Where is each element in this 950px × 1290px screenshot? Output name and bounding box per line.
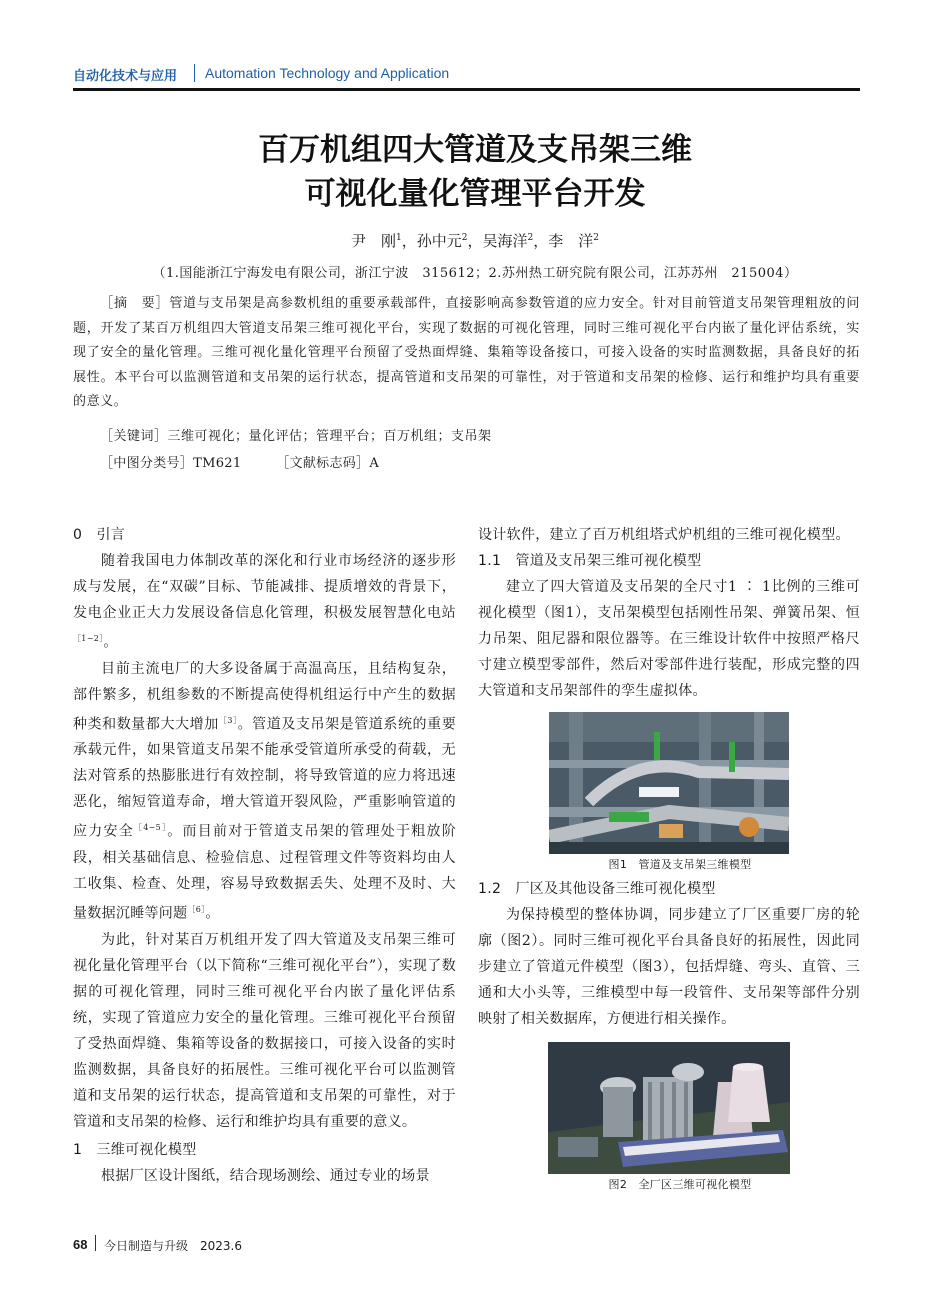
author-sep: ， — [533, 232, 549, 250]
section-heading-1-1: 1.1 管道及支吊架三维可视化模型 — [478, 553, 702, 569]
abstract-label: ［摘 要］ — [100, 296, 170, 311]
doc-code-label: ［文献标志码］ — [276, 456, 370, 471]
clc-label: ［中图分类号］ — [100, 456, 194, 471]
journal-issue: 今日制造与升级 2023.6 — [104, 1239, 242, 1253]
page-number: 68 — [73, 1237, 88, 1252]
author-4: 李 洋 — [548, 232, 594, 250]
author-2-affil: 2 — [461, 233, 468, 243]
paragraph-1-1: 建立了四大管道及支吊架的全尺寸1 ∶ 1比例的三维可视化模型（图1），支吊架模型包括刚性吊架、弹簧吊架、恒力吊架、阻尼器和限位器等。在三维设计软件中按照严格尺寸建立模型零部件，然后对零部件进行装配，形成完整的四大管道和支吊架部件的孪生虚拟体。 — [478, 579, 860, 699]
header-rule — [73, 88, 860, 91]
paragraph-section-1: 根据厂区设计图纸，结合现场测绘、通过专业的场景 — [101, 1167, 430, 1184]
classification — [100, 452, 379, 471]
paper-title-line2: 可视化量化管理平台开发 — [304, 176, 646, 212]
right-column — [478, 522, 860, 1196]
paragraph-continued: 设计软件，建立了百万机组塔式炉机组的三维可视化模型。 — [478, 527, 850, 543]
citation: ［3］ — [218, 715, 238, 725]
paragraph-intro-3: 为此，针对某百万机组开发了四大管道及支吊架三维可视化量化管理平台（以下简称“三维可视化平台”），实现了数据的可视化管理，同时三维可视化平台内嵌了量化评估系统，实现了管道应力安全的量化管理。三维可视化平台预留了受热面焊缝、集箱等设备的数据接口，可接入设备的实时监测数据，具备良好的拓展性。三维可视化平台可以监测管道和支吊架的运行状态，提高管道和支吊架的可靠性，对于管道和支吊架的检修、运行和维护均具有重要的意义。 — [73, 931, 456, 1130]
author-2: 孙中元 — [416, 232, 462, 250]
citation: ［4−5］ — [134, 823, 168, 833]
citation: ［1−2］ — [73, 634, 104, 643]
author-1: 尹 刚 — [350, 232, 396, 250]
abstract — [73, 292, 860, 415]
abstract-text: 管道与支吊架是高参数机组的重要承载部件，直接影响高参数管道的应力安全。针对目前管道支吊架管理粗放的问题，开发了某百万机组四大管道支吊架三维可视化平台，实现了数据的可视化管理，同时三维可视化平台内嵌了量化评估系统，实现了安全的量化管理。三维可视化量化管理平台预留了受热面焊缝、集箱等设备接口，可接入设备的实时监测数据，具备良好的拓展性。本平台可以监测管道和支吊架的运行状态，提高管道和支吊架的可靠性，对于管道和支吊架的检修、运行和维护均具有重要的意义。 — [73, 296, 860, 409]
author-sep: ， — [467, 232, 483, 250]
figure-2-plant-model — [548, 1042, 790, 1174]
keywords-label: ［关键词］ — [100, 429, 168, 444]
author-list — [0, 230, 950, 251]
affiliations: （1.国能浙江宁海发电有限公司，浙江宁波 315612；2.苏州热工研究院有限公司，江苏苏州 215004） — [152, 266, 798, 281]
doc-code-value: A — [369, 456, 380, 471]
author-3: 吴海洋 — [482, 232, 528, 250]
section-title-cn: 自动化技术与应用 — [73, 69, 178, 84]
paragraph-intro-1: 随着我国电力体制改革的深化和行业市场经济的逐步形成与发展，在“双碳”目标、节能减排、提质增效的背景下，发电企业正大力发展设备信息化管理，积极发展智慧化电站$^{[1-2]}$。 — [73, 553, 456, 651]
paper-title-line1: 百万机组四大管道及支吊架三维 — [258, 132, 692, 168]
section-heading-intro: 0 引言 — [73, 527, 126, 543]
author-4-affil: 2 — [593, 233, 600, 243]
left-column — [73, 522, 456, 1189]
author-1-affil: 1 — [395, 233, 402, 243]
section-heading-1: 1 三维可视化模型 — [73, 1141, 197, 1158]
keywords — [100, 425, 492, 444]
figure-1-caption: 图1 管道及支吊架三维模型 — [608, 858, 752, 871]
header-divider — [194, 64, 195, 82]
section-title-en: Automation Technology and Application — [205, 65, 450, 81]
clc-value: TM621 — [193, 456, 242, 471]
figure-2-caption: 图2 全厂区三维可视化模型 — [608, 1178, 752, 1191]
author-sep: ， — [401, 232, 417, 250]
section-heading-1-2: 1.2 厂区及其他设备三维可视化模型 — [478, 881, 716, 897]
paragraph-1-2: 为保持模型的整体协调，同步建立了厂区重要厂房的轮廓（图2）。同时三维可视化平台具备良好的拓展性，因此同步建立了管道元件模型（图3），包括焊缝、弯头、直管、三通和大小头等，三维模型中每一段管件、支吊架等部件分别映射了相关数据库，方便进行相关操作。 — [478, 907, 860, 1027]
pipe-model-illustration — [549, 712, 789, 854]
citation: ［6］ — [187, 904, 206, 914]
footer-divider — [95, 1235, 96, 1251]
author-3-affil: 2 — [527, 233, 534, 243]
plant-model-illustration — [548, 1042, 790, 1174]
figure-1-pipe-model — [549, 712, 789, 854]
paragraph-intro-2: 目前主流电厂的大多设备属于高温高压，且结构复杂，部件繁多，机组参数的不断提高使得机组运行中产生的数据种类和数量都大大增加$^{[3]}$。管道及支吊架是管道系统的重要承载元件，如果管道支吊架不能承受管道所承受的荷载，无法对管系的热膨胀进行有效控制，将导致管道的应力将迅速恶化，缩短管道寿命，增大管道开裂风险，严重影响管道的应力安全$^{[4-5]}$。而目前对于管道支吊架的管理处于粗放阶段，相关基础信息、检验信息、过程管理文件等资料均由人工收集、检查、处理，容易导致数据丢失、处理不及时、大量数据沉睡等问题$^{[6]}$。 — [73, 660, 456, 922]
keywords-text: 三维可视化；量化评估；管理平台；百万机组；支吊架 — [167, 429, 492, 444]
